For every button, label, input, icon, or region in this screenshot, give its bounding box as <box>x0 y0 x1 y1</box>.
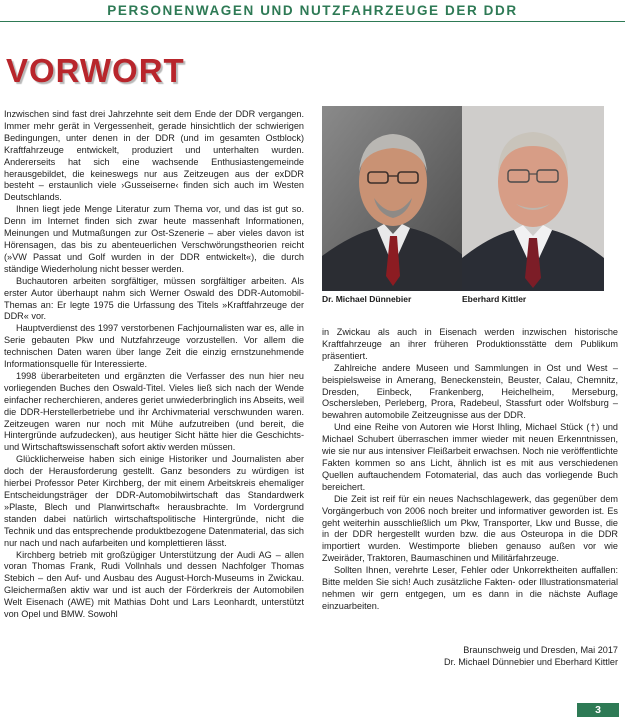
paragraph: Zahlreiche andere Museen und Sammlungen in Ost und West – beispielsweise in Amerang, Beneckenstein, Beuster, Calau, Chemnitz, Dresden, Einbeck, Frankenberg, Heichelheim, Merseburg, Oschersleben, Perleberg, Prora, Radebeul, Stassfurt oder Wolfsburg – bewahren automobile Zeitzeugnisse aus der DDR. <box>322 362 618 421</box>
signoff-place-date: Braunschweig und Dresden, Mai 2017 <box>463 645 618 655</box>
signoff-authors: Dr. Michael Dünnebier und Eberhard Kittler <box>444 657 618 667</box>
paragraph: Kirchberg betrieb mit großzügiger Unterstützung der Audi AG – allen voran Thomas Frank, Rudi Vollnhals und dessen Nachfolger Thomas Stebich – den Auf- und Ausbau des August-Horch-Museums in Zwickau. Gleichermaßen aktiv war und ist auch der Förderkreis der Automobilen Welt Eisenach (AWE) mit Mathias Doht und Lars Leonhardt, unterstützt von Opel und BMW. Sowohl <box>4 549 304 620</box>
paragraph: Hauptverdienst des 1997 verstorbenen Fachjournalisten war es, alle in Serie gebauten Pkw und Nutzfahrzeuge vorzustellen. Vor allem die technischen Daten waren über lange Zeit die einzig ernstzunehmende Informationsquelle für Interessierte. <box>4 323 304 370</box>
paragraph: Ihnen liegt jede Menge Literatur zum Thema vor, und das ist gut so. Denn im Internet finden sich zwar heute massenhaft Informationen, Meinungen und Mutmaßungen zur Ost-Szenerie – aber vieles davon ist Hörensagen, das bis zu abenteuerlichen Verschwörungstheorien reicht (»VW Passat und Golf wurden in der DDR entwickelt«), die durch ständige Wiederholung nicht besser werden. <box>4 204 304 274</box>
right-column <box>322 327 618 613</box>
paragraph: Sollten Ihnen, verehrte Leser, Fehler oder Unkorrektheiten auffallen: Bitte melden Sie sich! Auch zusätzliche Fakten- oder Illustrationsmaterial nehmen wir gern entgegen, um es dann in die nächste Auflage einzuarbeiten. <box>322 565 618 611</box>
paragraph: Inzwischen sind fast drei Jahrzehnte seit dem Ende der DDR vergangen. Immer mehr gerät in Vergessenheit, gerade hinsichtlich der schwierigen Bedingungen, unter denen in der DDR (und im gesamten Ostblock) Kraftfahrzeuge entwickelt, produziert und unterhalten wurden. Andererseits hat sich eine wachsende Enthusiastengemeinde herausgebildet, die keineswegs nur aus Zeitzeugen aus der exDDR besteht – erstaunlich viele ›Gusseiserne‹ finden sich auch im Westen Deutschlands. <box>4 109 304 203</box>
left-column <box>4 109 304 621</box>
paragraph: 1998 überarbeiteten und ergänzten die Verfasser des nun hier neu vorliegenden Buches den Oswald-Titel. Vieles ließ sich nach der Wende einfacher recherchieren, anderes geriet unwiederbringlich ins Abseits, weil die DDR-Herstellerbetriebe und ihr Archivmaterial verschwunden waren. Zeitzeugen waren nur noch mit Mühe aufzutreiben (und bereit, die Hintergründe aufzudecken), aus heutiger Sicht hätte hier die Geschichts- und Wirtschaftswissenschaft sofort aktiv werden müssen. <box>4 370 304 453</box>
running-header <box>0 0 625 24</box>
header-rule <box>0 21 625 22</box>
paragraph: Glücklicherweise haben sich einige Historiker und Journalisten aber doch der Herausforderung gestellt. Ganz besonders zu würdigen ist hierbei Professor Peter Kirchberg, der mit einem Arbeitskreis ehemaliger Entscheidungsträger der DDR-Automobilwirtschaft das Standardwerk »Plaste, Blech und Planwirtschaft« herausbrachte. Im Vordergrund standen dabei natürlich wirtschaftspolitische Hintergründe, nicht die Technik und das entsprechende produktbezogene Datenmaterial, das sich nur nach und nach aufarbeiten und komplettieren lässt. <box>4 454 304 548</box>
portrait-photo-duennebier <box>322 106 464 291</box>
paragraph: in Zwickau als auch in Eisenach werden inzwischen historische Kraftfahrzeuge an ihrer früheren Produktionsstätte dem Publikum präsentiert. <box>322 327 618 361</box>
paragraph: Und eine Reihe von Autoren wie Horst Ihling, Michael Stück (†) und Michael Schubert überraschen immer wieder mit neuen Erkenntnissen, wie sie nur aus intensiver Fleißarbeit erwachsen. Noch nie veröffentlichte Fakten kommen so ans Licht, ähnlich ist es mit aus verschiedenen Quellen auftauchendem Fotomaterial, das auch das vorliegende Buch bereichert. <box>322 422 618 492</box>
portrait-photo-kittler <box>462 106 604 291</box>
paragraph: Die Zeit ist reif für ein neues Nachschlagewerk, das gegenüber dem Vorgängerbuch von 2006 noch breiter und informativer geworden ist. Es geht weiterhin ausschließlich um Pkw, Transporter, Lkw und Busse, die in der DDR hergestellt wurden bzw. die aus Osteuropa in die DDR importiert wurden. Westimporte blieben genauso außen vor wie Zweiräder, Traktoren, Baumaschinen und Militärfahrzeuge. <box>322 493 618 564</box>
page-number-badge <box>577 703 619 717</box>
header-title: PERSONENWAGEN UND NUTZFAHRZEUGE DER DDR <box>107 3 518 18</box>
photo-caption: Dr. Michael Dünnebier <box>322 294 412 304</box>
photo-caption: Eberhard Kittler <box>462 294 527 304</box>
page-title: VORWORT <box>6 52 185 89</box>
page-number: 3 <box>595 704 601 716</box>
signoff <box>322 644 618 668</box>
paragraph: Buchautoren arbeiten sorgfältiger, müssen sorgfältiger arbeiten. Als erster Autor überhaupt nahm sich Werner Oswald des DDR-Automobil-Themas an: Er legte 1975 die Urfassung des Titels »Kraftfahrzeuge der DDR« vor. <box>4 275 304 322</box>
